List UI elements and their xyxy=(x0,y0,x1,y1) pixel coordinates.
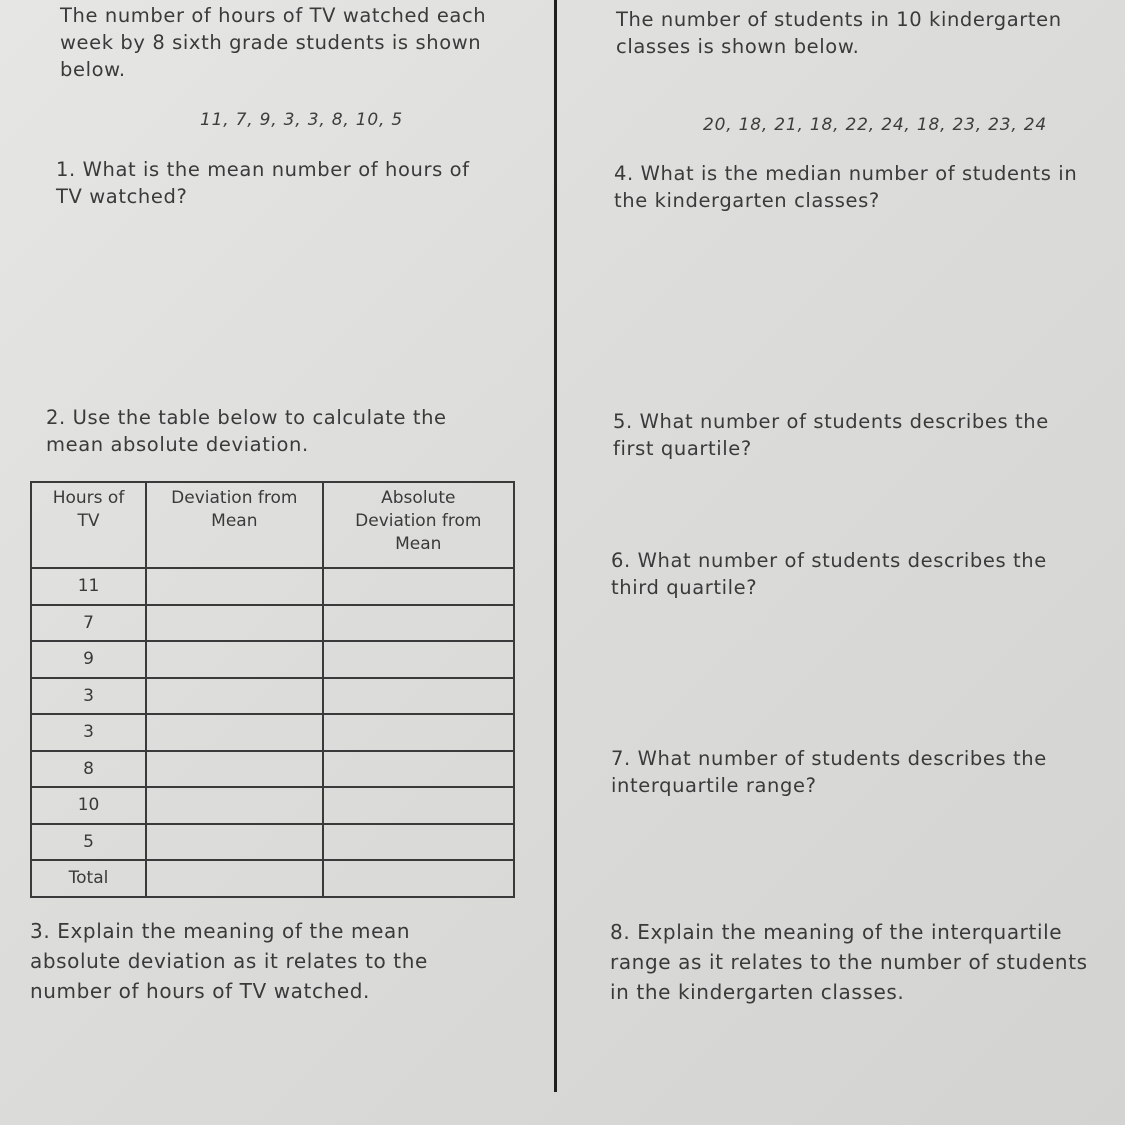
table-total-row xyxy=(31,860,514,897)
hours-cell: 7 xyxy=(31,605,146,642)
absolute-deviation-input-cell[interactable] xyxy=(323,714,514,751)
table-row xyxy=(31,787,514,824)
question-1: 1. What is the mean number of hours of TV watched? xyxy=(56,158,470,208)
header-deviation-from-mean: Deviation from Mean xyxy=(146,482,323,568)
table-row xyxy=(31,568,514,605)
mad-table xyxy=(30,481,515,898)
kindergarten-intro-text: The number of students in 10 kindergarten classes is shown below. xyxy=(616,8,1062,58)
table-row xyxy=(31,751,514,788)
absolute-deviation-input-cell[interactable] xyxy=(323,605,514,642)
total-label-cell: Total xyxy=(31,860,146,897)
deviation-input-cell[interactable] xyxy=(146,641,323,678)
hours-cell: 10 xyxy=(31,787,146,824)
hours-cell: 3 xyxy=(31,678,146,715)
hours-cell: 9 xyxy=(31,641,146,678)
tv-intro-text: The number of hours of TV watched each week by 8 sixth grade students is shown below. xyxy=(60,4,487,81)
absolute-deviation-input-cell[interactable] xyxy=(323,568,514,605)
deviation-input-cell[interactable] xyxy=(146,824,323,861)
header-absolute-deviation: Absolute Deviation from Mean xyxy=(323,482,514,568)
header-hours-of-tv: Hours of TV xyxy=(31,482,146,568)
hours-cell: 8 xyxy=(31,751,146,788)
question-6: 6. What number of students describes the third quartile? xyxy=(611,549,1047,599)
table-row xyxy=(31,641,514,678)
table-row xyxy=(31,678,514,715)
deviation-total-cell[interactable] xyxy=(146,860,323,897)
deviation-input-cell[interactable] xyxy=(146,678,323,715)
deviation-input-cell[interactable] xyxy=(146,787,323,824)
deviation-input-cell[interactable] xyxy=(146,714,323,751)
column-divider xyxy=(554,0,557,1092)
hours-cell: 11 xyxy=(31,568,146,605)
absolute-deviation-input-cell[interactable] xyxy=(323,751,514,788)
table-header-row xyxy=(31,482,514,568)
deviation-input-cell[interactable] xyxy=(146,605,323,642)
tv-data-set: 11, 7, 9, 3, 3, 8, 10, 5 xyxy=(200,110,404,130)
absolute-deviation-input-cell[interactable] xyxy=(323,787,514,824)
question-5: 5. What number of students describes the first quartile? xyxy=(613,410,1049,460)
table-row xyxy=(31,824,514,861)
question-7: 7. What number of students describes the interquartile range? xyxy=(611,747,1047,797)
absolute-deviation-input-cell[interactable] xyxy=(323,824,514,861)
question-4: 4. What is the median number of students in the kindergarten classes? xyxy=(614,162,1078,212)
absolute-deviation-input-cell[interactable] xyxy=(323,641,514,678)
table-row xyxy=(31,605,514,642)
question-2: 2. Use the table below to calculate the mean absolute deviation. xyxy=(46,406,447,456)
kindergarten-data-set: 20, 18, 21, 18, 22, 24, 18, 23, 23, 24 xyxy=(703,115,1047,135)
deviation-input-cell[interactable] xyxy=(146,751,323,788)
hours-cell: 3 xyxy=(31,714,146,751)
question-8: 8. Explain the meaning of the interquartile range as it relates to the number of students in the kindergarten classes. xyxy=(610,920,1088,1004)
absolute-deviation-total-cell[interactable] xyxy=(323,860,514,897)
table-row xyxy=(31,714,514,751)
absolute-deviation-input-cell[interactable] xyxy=(323,678,514,715)
deviation-input-cell[interactable] xyxy=(146,568,323,605)
hours-cell: 5 xyxy=(31,824,146,861)
question-3: 3. Explain the meaning of the mean absolute deviation as it relates to the number of hours of TV watched. xyxy=(30,919,428,1003)
